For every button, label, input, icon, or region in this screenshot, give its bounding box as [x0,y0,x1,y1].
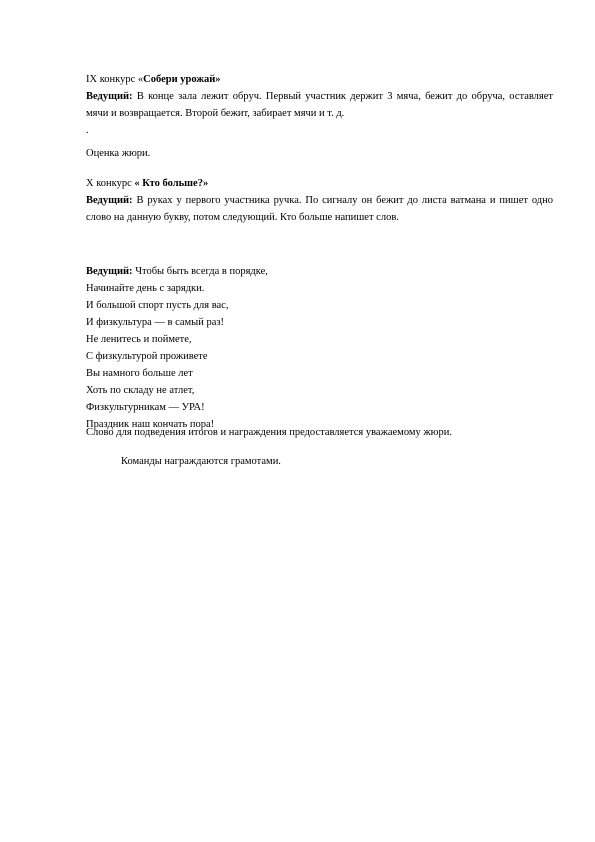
poem-line: И физкультура — в самый раз! [86,317,225,328]
contest-10-section [86,175,553,226]
contest-9-title: IX конкурс «Собери урожай» [86,74,221,85]
host-label: Ведущий: [86,195,133,206]
stray-dot: . [86,125,89,136]
contest-9-description: Ведущий: В конце зала лежит обруч. Первый участник держит 3 мяча, бежит до обруча, оставляет мячи и возвращается. Второй бежит, забирает мячи и т. д. [86,91,553,119]
poem [86,263,553,433]
poem-line: С физкультурой проживете [86,351,208,362]
poem-line: Не ленитесь и поймете, [86,334,192,345]
poem-line: Начинайте день с зарядки. [86,283,205,294]
closing-remark: Слово для подведения итогов и награждения предоставляется уважаемому жюри. [86,427,452,438]
contest-9-section [86,71,553,139]
poem-line: И большой спорт пусть для вас, [86,300,229,311]
poem-line: Ведущий: Чтобы быть всегда в порядке, [86,266,268,277]
poem-line: Физкультурникам — УРА! [86,402,205,413]
host-label: Ведущий: [86,91,133,102]
contest-10-title: X конкурс « Кто больше?» [86,178,209,189]
poem-line: Хоть по складу не атлет, [86,385,195,396]
contest-10-description: Ведущий: В руках у первого участника ручка. По сигналу он бежит до листа ватмана и пишет одно слово на данную букву, потом следующий. Кто больше напишет слов. [86,195,553,223]
poem-line: Вы намного больше лет [86,368,193,379]
poem-line: Праздник наш кончать пора! [86,419,215,430]
awards-line: Команды награждаются грамотами. [121,456,281,467]
jury-rating: Оценка жюри. [86,148,151,159]
host-label: Ведущий: [86,266,133,277]
